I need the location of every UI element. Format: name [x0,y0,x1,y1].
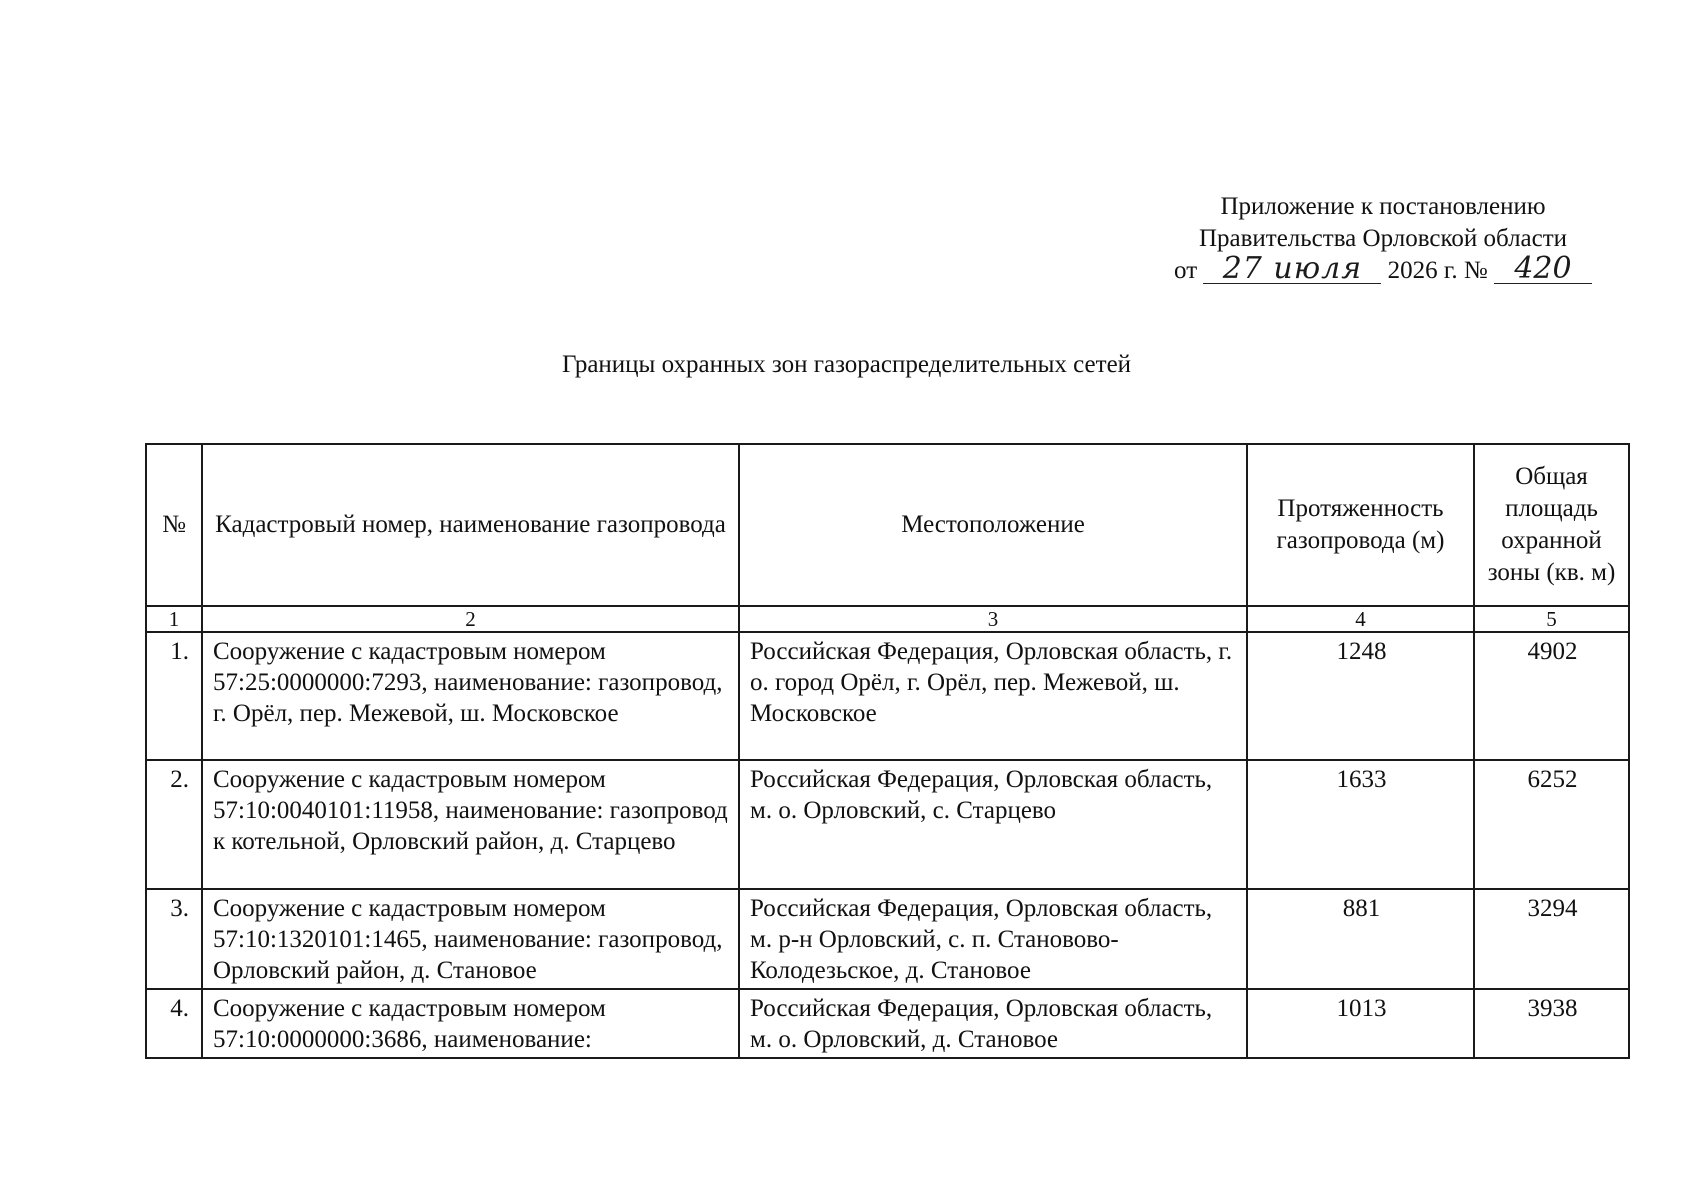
header-name: Кадастровый номер, наименование газопровода [202,444,739,606]
row-location: Российская Федерация, Орловская область, м. о. Орловский, д. Становое [739,989,1247,1058]
row-length: 1248 [1247,632,1474,760]
document-title: Границы охранных зон газораспределительных сетей [561,351,1132,378]
header-location: Местоположение [739,444,1247,606]
table-row [146,760,1629,889]
table-row [146,632,1629,760]
gas-zones-table [145,443,1630,1059]
column-index: 3 [739,606,1247,632]
header-num: № [146,444,202,606]
row-name: Сооружение с кадастровым номером 57:25:0000000:7293, наименование: газопровод, г. Орёл, пер. Межевой, ш. Московское [202,632,739,760]
row-length: 881 [1247,889,1474,989]
handwritten-number: 420 [1494,255,1592,284]
row-name: Сооружение с кадастровым номером 57:10:0040101:11958, наименование: газопровод к котельной, Орловский район, д. Старцево [202,760,739,889]
row-number: 3. [146,889,202,989]
approval-date-line [1163,251,1603,287]
row-area: 6252 [1474,760,1629,889]
approval-line-2: Правительства Орловской области [1198,225,1568,252]
row-number: 2. [146,760,202,889]
row-number: 4. [146,989,202,1058]
header-area: Общая площадь охранной зоны (кв. м) [1474,444,1629,606]
column-index-row [146,606,1629,632]
table-header-row [146,444,1629,606]
approval-line-1: Приложение к постановлению [1220,193,1546,220]
row-number: 1. [146,632,202,760]
row-area: 3938 [1474,989,1629,1058]
table-row [146,989,1629,1058]
approval-block [1163,191,1603,287]
table-row [146,889,1629,989]
row-length: 1633 [1247,760,1474,889]
row-name: Сооружение с кадастровым номером 57:10:0000000:3686, наименование: [202,989,739,1058]
header-length: Протяженность газопровода (м) [1247,444,1474,606]
row-location: Российская Федерация, Орловская область, г. о. город Орёл, г. Орёл, пер. Межевой, ш. Московское [739,632,1247,760]
row-area: 3294 [1474,889,1629,989]
column-index: 4 [1247,606,1474,632]
date-prefix: от [1174,257,1198,284]
column-index: 2 [202,606,739,632]
column-index: 1 [146,606,202,632]
row-length: 1013 [1247,989,1474,1058]
row-location: Российская Федерация, Орловская область, м. р-н Орловский, с. п. Становово-Колодезьское, д. Становое [739,889,1247,989]
row-name: Сооружение с кадастровым номером 57:10:1320101:1465, наименование: газопровод, Орловский район, д. Становое [202,889,739,989]
row-area: 4902 [1474,632,1629,760]
handwritten-date: 27 июля [1203,255,1381,284]
column-index: 5 [1474,606,1629,632]
row-location: Российская Федерация, Орловская область, м. о. Орловский, с. Старцево [739,760,1247,889]
year-label: 2026 г. № [1387,257,1488,284]
